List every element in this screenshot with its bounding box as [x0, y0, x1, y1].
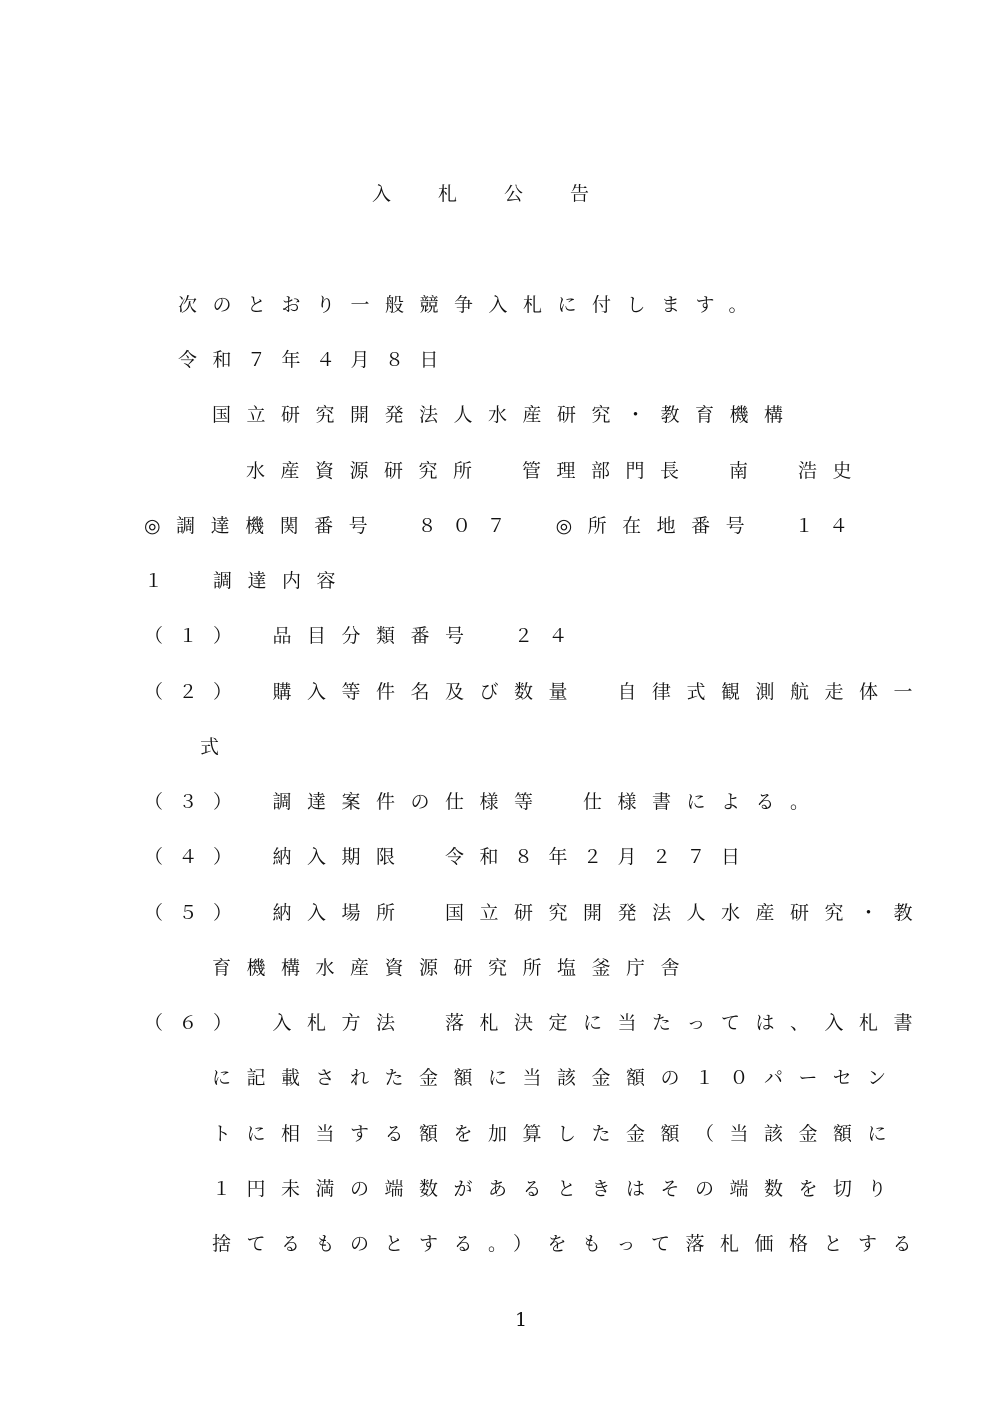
intro-line: 次のとおり一般競争入札に付します。: [178, 294, 763, 316]
section-heading: １ 調達内容: [144, 570, 352, 592]
official-line: 水産資源研究所 管理部門長 南 浩史: [246, 460, 868, 482]
item-2-cont: 式: [200, 736, 235, 758]
item-2: （２） 購入等件名及び数量 自律式観測航走体一: [144, 681, 929, 703]
item-6-cont-1: に記載された金額に当該金額の１０パーセン: [212, 1067, 902, 1089]
item-5-cont: 育機構水産資源研究所塩釜庁舎: [212, 957, 696, 979]
item-1: （１） 品目分類番号 ２４: [144, 625, 584, 647]
page-number: 1: [515, 1309, 528, 1331]
page-title: 入札公告: [372, 183, 637, 205]
item-4: （４） 納入期限 令和８年２月２７日: [144, 846, 756, 868]
numbers-line: ◎調達機関番号 ８０７ ◎所在地番号 １４: [144, 515, 864, 537]
item-6-cont-3: １円未満の端数があるときはその端数を切り: [212, 1178, 903, 1200]
item-6-cont-4: 捨てるものとする。）をもって落札価格とする: [212, 1233, 928, 1255]
date-line: 令和７年４月８日: [178, 349, 455, 371]
item-5: （５） 納入場所 国立研究開発法人水産研究・教: [144, 902, 929, 924]
item-6: （６） 入札方法 落札決定に当たっては、入札書: [144, 1012, 929, 1034]
item-6-cont-2: トに相当する額を加算した金額（当該金額に: [212, 1123, 903, 1145]
organization-line: 国立研究開発法人水産研究・教育機構: [212, 404, 799, 426]
item-3: （３） 調達案件の仕様等 仕様書による。: [144, 791, 825, 813]
